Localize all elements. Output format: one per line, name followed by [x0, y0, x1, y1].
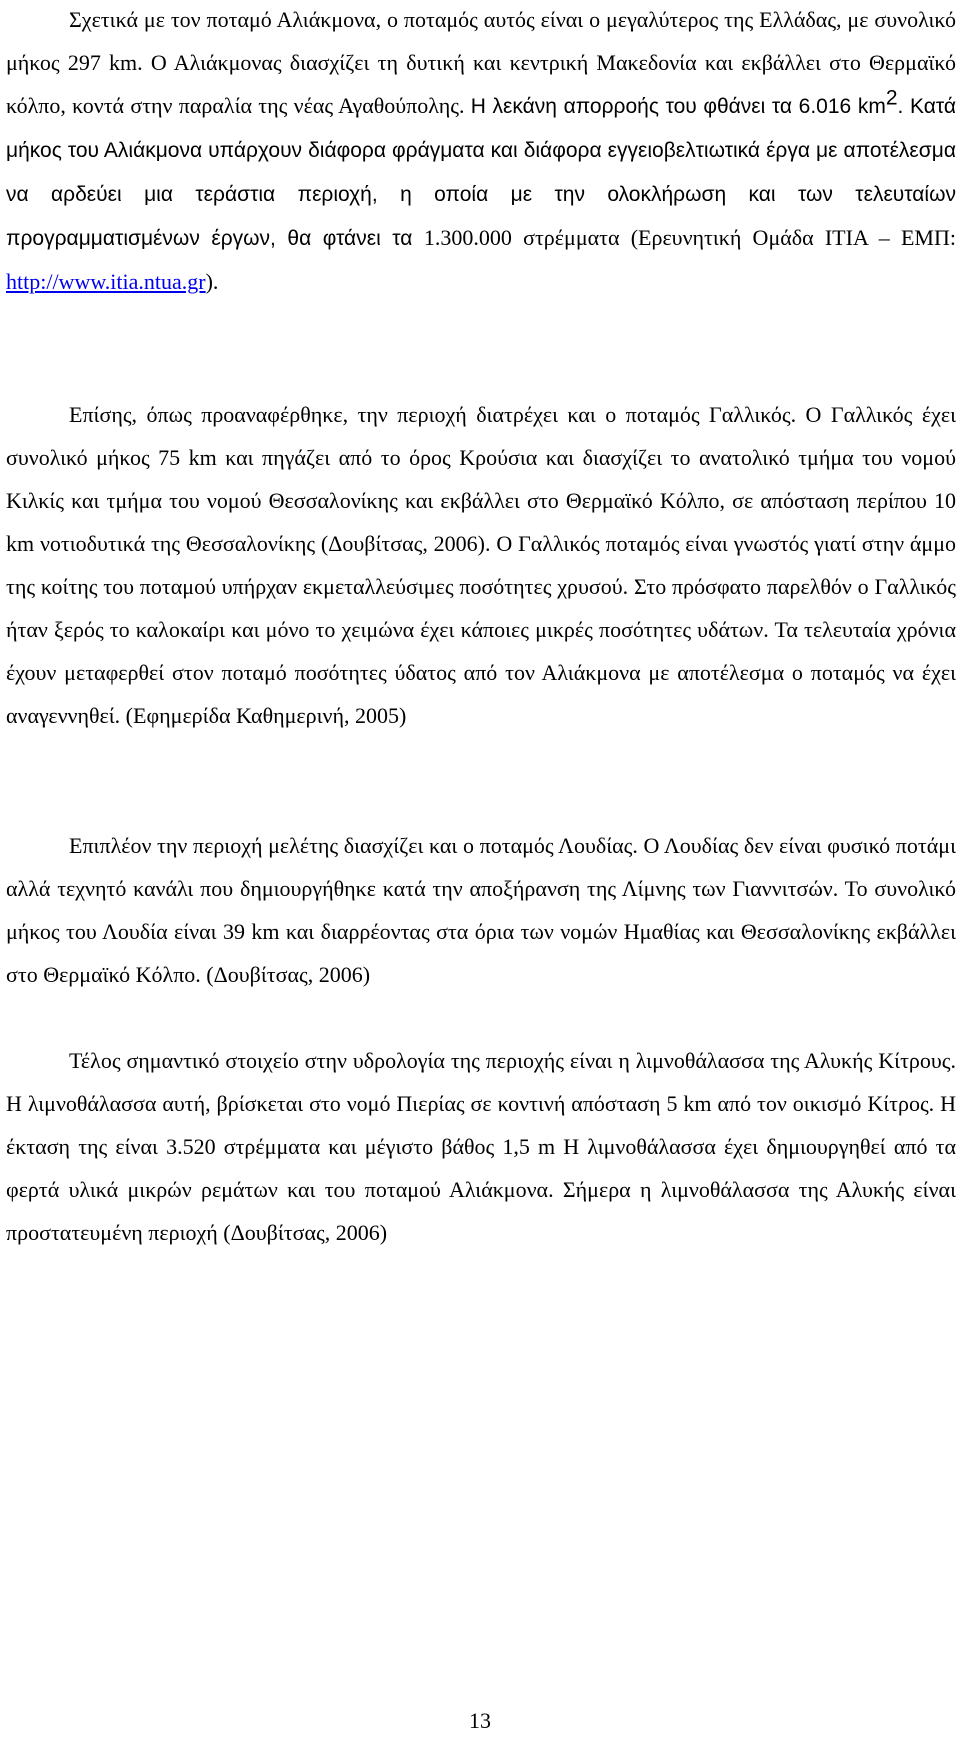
paragraph-aliakmonas-dams: . Κατά μήκος του Αλιάκμονα υπάρχουν διάφορα φράγματα και διάφορα εγγειοβελτιωτικά έργα με αποτέλεσμα να αρδεύει μια τεράστια περιοχή, η οποία με την ολοκλήρωση και των τελευταίων προγραμματισμένων έργων, θα φτάνει τα	[6, 95, 957, 250]
paragraph-gallikos: Επίσης, όπως προαναφέρθηκε, την περιοχή διατρέχει και ο ποταμός Γαλλικός. Ο Γαλλικός έχει συνολικό μήκος 75 km και πηγάζει από το όρος Κρούσια και διασχίζει το ανατολικό τμήμα του νομού Κιλκίς και τμήμα του νομού Θεσσαλονίκης και εκβάλλει στο Θερμαϊκό Κόλπο, σε απόσταση περίπου 10 km νοτιοδυτικά της Θεσσαλονίκης (Δουβίτσας, 2006). Ο Γαλλικός ποταμός είναι γνωστός γιατί στην άμμο της κοίτης του ποταμού υπήρχαν εκμεταλλεύσιμες ποσότητες χρυσού. Στο πρόσφατο παρελθόν ο Γαλλικός ήταν ξερός το καλοκαίρι και μόνο το χειμώνα έχει κάποιες μικρές ποσότητες υδάτων. Τα τελευταία χρόνια έχουν μεταφερθεί στον ποταμό ποσότητες ύδατος από τον Αλιάκμονα με αποτέλεσμα ο ποταμός να έχει αναγεννηθεί. (Εφημερίδα Καθημερινή, 2005)	[6, 402, 956, 728]
itia-link[interactable]: http://www.itia.ntua.gr	[6, 269, 206, 294]
paragraph-aliakmonas-intro: Σχετικά με τον ποταμό Αλιάκμονα, ο ποταμός αυτός είναι ο μεγαλύτερος της Ελλάδας, με συνολικό μήκος 297 km. Ο Αλιάκμονας διασχίζει τη δυτική και κεντρική Μακεδονία και εκβάλλει στο Θερμαϊκό κόλπο, κοντά στην παραλία της νέας Αγαθούπολης.	[6, 7, 956, 118]
paragraph-aliakmonas-basin: Η λεκάνη απορροής του φθάνει τα 6.016 km	[470, 95, 886, 118]
paragraph-aliakmonas	[6, 0, 956, 303]
superscript-squared: 2	[885, 86, 898, 110]
paragraph-alyki-kitrous: Τέλος σημαντικό στοιχείο στην υδρολογία της περιοχής είναι η λιμνοθάλασσα της Αλυκής Κίτρους. Η λιμνοθάλασσα αυτή, βρίσκεται στο νομό Πιερίας σε κοντινή απόσταση 5 km από τον οικισμό Κίτρος. Η έκταση της είναι 3.520 στρέμματα και μέγιστο βάθος 1,5 m Η λιμνοθάλασσα έχει δημιουργηθεί από τα φερτά υλικά μικρών ρεμάτων και του ποταμού Αλιάκμονα. Σήμερα η λιμνοθάλασσα της Αλυκής είναι προστατευμένη περιοχή (Δουβίτσας, 2006)	[6, 1048, 956, 1245]
paragraph-aliakmonas-area: 1.300.000 στρέμματα (Ερευνητική Ομάδα ΙΤΙΑ – ΕΜΠ:	[423, 225, 956, 250]
page-number: 13	[469, 1708, 491, 1733]
paragraph-aliakmonas-end: ).	[205, 269, 219, 294]
paragraph-loudias: Επιπλέον την περιοχή μελέτης διασχίζει και ο ποταμός Λουδίας. Ο Λουδίας δεν είναι φυσικό ποτάμι αλλά τεχνητό κανάλι που δημιουργήθηκε κατά την αποξήρανση της Λίμνης των Γιαννιτσών. Το συνολικό μήκος του Λουδία είναι 39 km και διαρρέοντας στα όρια των νομών Ημαθίας και Θεσσαλονίκης εκβάλλει στο Θερμαϊκό Κόλπο. (Δουβίτσας, 2006)	[6, 833, 956, 987]
